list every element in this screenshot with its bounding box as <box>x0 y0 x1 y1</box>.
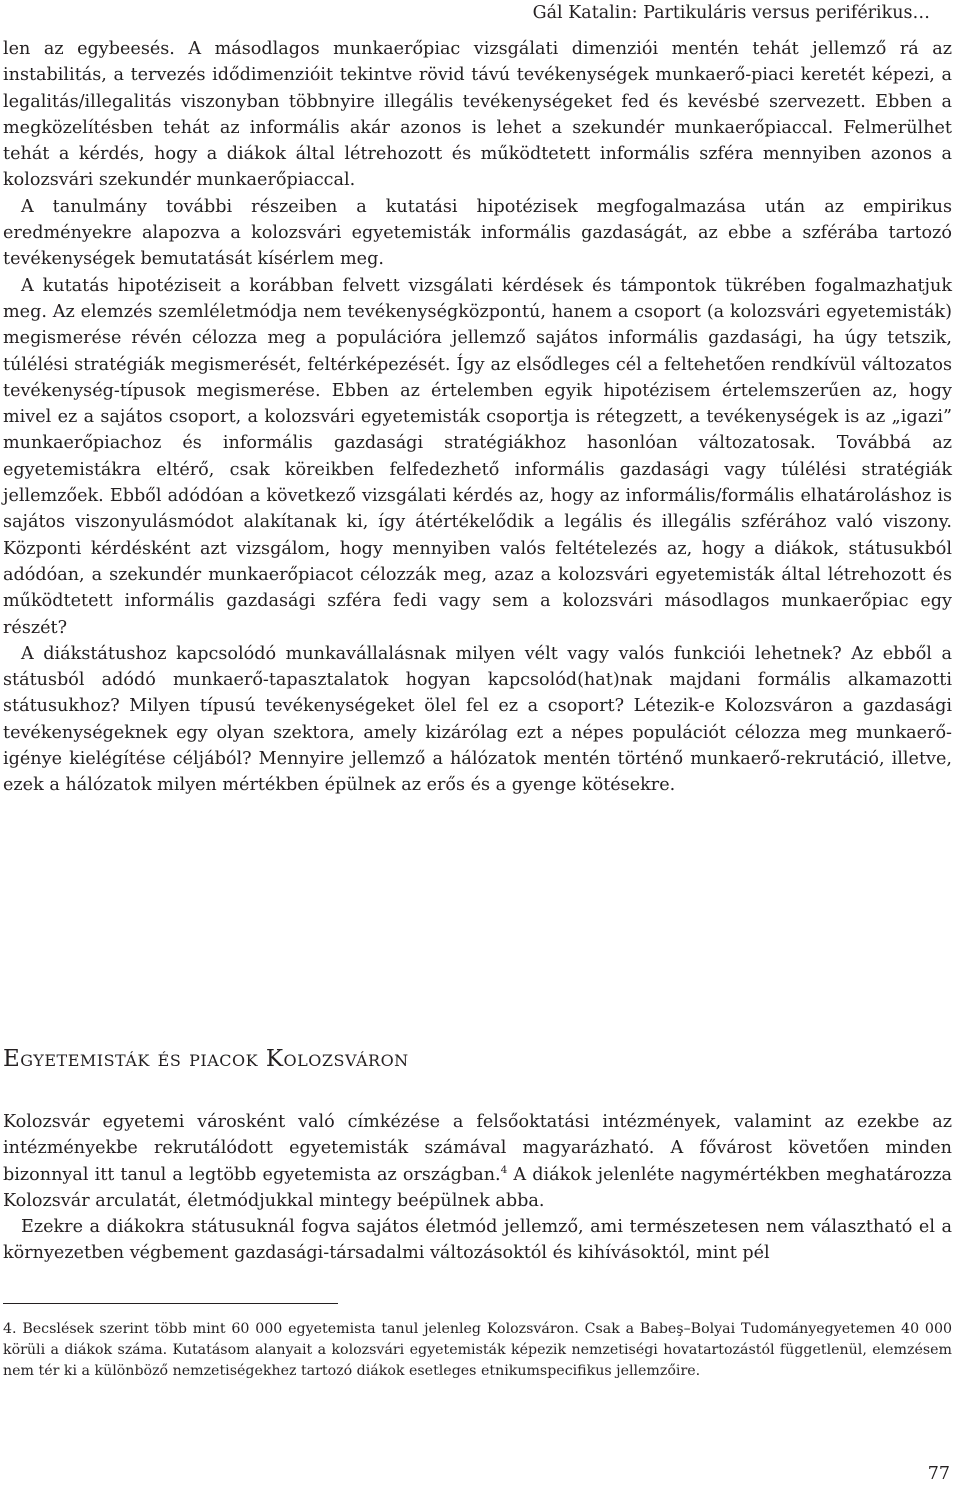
footnote <box>3 1319 952 1383</box>
paragraph: A diákstátushoz kapcsolódó munkavállalásnak milyen vélt vagy valós funkciói lehetnek? Az ebből a státusból adódó munkaerő-tapasztalatok hogyan kapcsolód(hat)nak majdani formális alkamazotti státusukhoz? Milyen típusú tevékenységeket ölel fel ez a csoport? Létezik-e Kolozsváron a gazdasági tevékenységeknek egy olyan szektora, amely kizárólag ezt a népes populációt célozza meg munkaerő-igénye kielégítése céljából? Mennyire jellemző a hálózatok mentén történő munkaerő-rekrutáció, illetve, ezek a hálózatok milyen mértékben épülnek az erős és a gyenge kötésekre. <box>3 643 952 796</box>
page-number: 77 <box>927 1464 950 1484</box>
paragraph-text: A diákok jelenléte nagymértékben meghatározza Kolozsvár arculatát, életmódjukkal mintegy beépülnek abba. <box>3 1164 952 1211</box>
paragraph: len az egybeesés. A másodlagos munkaerőpiac vizsgálati dimenziói mentén tehát jellemző rá az instabilitás, a tervezés idődimenzióit tekintve rövid távú tevékenységek munkaerő-piaci keretét képezi, a legalitás/illegalitás viszonyban többnyire illegális tevékenységeket fed és kevésbé szervezett. Ebben a megközelítésben tehát az informális akár azonos is lehet a szekundér munkaerőpiaccal. Felmerülhet tehát a kérdés, hogy a diákok által létrehozott és működtetett informális szféra mennyiben azonos a kolozsvári szekundér munkaerőpiaccal. <box>3 39 952 191</box>
paragraph: A kutatás hipotéziseit a korábban felvett vizsgálati kérdések és támpontok tükrében fogalmazhatjuk meg. Az elemzés szemléletmódja nem tevékenységközpontú, hanem a csoport (a kolozsvári egyetemisták) megismerése révén célozza meg a populációra jellemző sajátos informális gazdasági, ha úgy tetszik, túlélési stratégiák megismerését, feltérképezését. Így az elsődleges cél a feltehetően rendkívül változatos tevékenység-típusok megismerése. Ebben az értelemben egyik hipotézisem értelemszerűen az, hogy mivel ez a sajátos csoport, a kolozsvári egyetemisták csoportja is rétegzett, a tevékenységek is az „igazi” munkaerőpiachoz és informális gazdasági stratégiákhoz hasonlóan változatosak. Továbbá az egyetemistákra eltérő, csak köreikben felfedezhető informális gazdasági vagy túlélési stratégiák jellemzőek. Ebből adódóan a következő vizsgálati kérdés az, hogy az informális/formális elhatároláshoz is sajátos viszonyulásmódot alakítanak ki, így átértékelődik a legális és illegális szférához való viszony. Központi kérdésként azt vizsgálom, hogy mennyiben valós feltételezés az, hogy a diákok, státusukból adódóan, a szekundér munkaerőpiacot célozzák meg, azaz a kolozsvári egyetemisták által létrehozott és működtetett informális gazdasági szféra fedi vagy sem a kolozsvári másodlagos munkaerőpiac egy részét? <box>3 275 952 638</box>
section-heading: Egyetemisták és piacok Kolozsváron <box>3 1046 409 1072</box>
section-body <box>3 1109 952 1267</box>
footnote-reference[interactable]: 4 <box>500 1163 508 1176</box>
paragraph: Ezekre a diákokra státusuknál fogva sajátos életmód jellemző, ami természetesen nem választható el a környezetben végbement gazdasági-társadalmi változásoktól és kihívásoktól, mint pél <box>3 1217 952 1264</box>
paragraph <box>3 1109 952 1214</box>
footnote-text: Becslések szerint több mint 60 000 egyetemista tanul jelenleg Kolozsváron. Csak a Babeş–Bolyai Tudományegyetemen 40 000 körüli a diákok száma. Kutatásom alanyait a kolozsvári egyetemisták képezik nemzetiségi hovatartozástól függetlenül, elemzésem nem tér ki a különböző nemzetiségekhez tartozó diákok esetleges etnikumspecifikus jellemzőire. <box>3 1321 952 1380</box>
body-text <box>3 36 952 799</box>
paragraph: A tanulmány további részeiben a kutatási hipotézisek megfogalmazása után az empirikus eredményekre alapozva a kolozsvári egyetemisták informális gazdaságát, az ebbe a szférába tartozó tevékenységek bemutatását kísérlem meg. <box>3 196 952 270</box>
paragraph-text: Kolozsvár egyetemi városként való címkézése a felsőoktatási intézmények, valamint az ezekbe az intézményekbe rekrutálódott egyetemisták számával magyarázható. A fővárost követően minden bizonnyal itt tanul a legtöbb egyetemista az országban. <box>3 1112 952 1185</box>
footnote-divider <box>3 1303 338 1304</box>
running-header: Gál Katalin: Partikuláris versus periférikus… <box>532 3 930 23</box>
footnote-number: 4. <box>3 1321 17 1337</box>
